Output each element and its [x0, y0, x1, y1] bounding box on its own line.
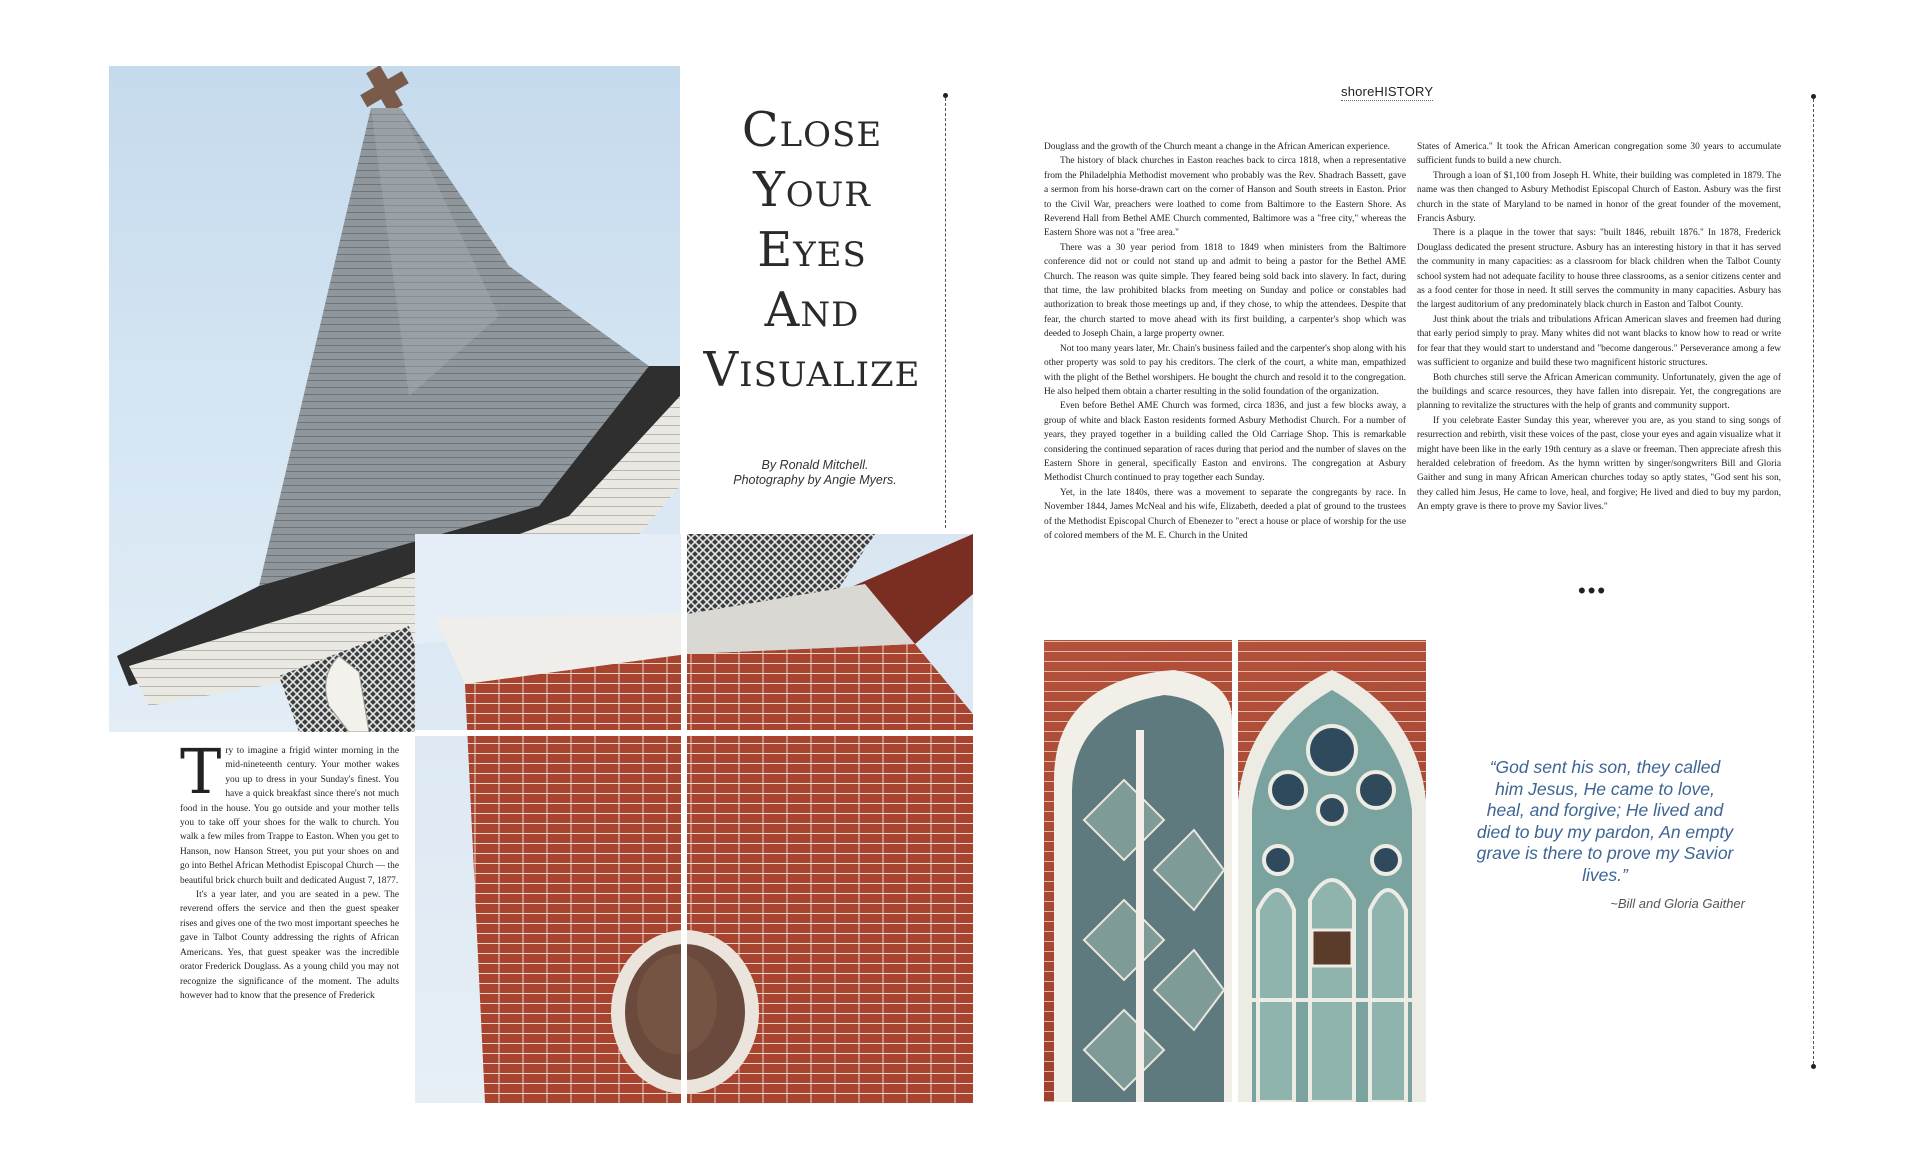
- title-line: Eyes: [757, 222, 867, 278]
- brick-tower-photo: [415, 534, 973, 1103]
- arched-window-illustration: [1044, 640, 1232, 1102]
- window-photo-right: [1238, 640, 1426, 1102]
- body-paragraph: [180, 735, 399, 888]
- body-paragraph: Even before Bethel AME Church was formed, circa 1836, and just a few blocks away, a group of white and black Easton residents formed Asbury Methodist Church. For a number of years, they prayed together in a building called the Old Carriage Shop. This is remarkable considering the continued separation of races during that period and the number of slaves on the Eastern Shore in general, specifically Easton and environs. The congregation at Asbury Methodist Church continued to pray together each Sunday.: [1044, 401, 1406, 484]
- left-page-dotted-rule: [945, 98, 946, 528]
- right-page-dotted-rule: [1813, 99, 1814, 1064]
- body-paragraph: There was a 30 year period from 1818 to 1849 when ministers from the Baltimore conference did not or could not stand up and admit to being a pastor for the Bethel AME Church. The reason was quite simple. They feared being sold back into slavery. In fact, during that time, the law prohibited blacks from meeting on Sunday and police or constables had authorization to break those meetings up and, if they chose, to whip the attendees. Despite that fear, the church started to move ahead with its first building, a carpenter's shop which was deeded to Joseph Chain, a large property owner.: [1044, 242, 1406, 340]
- drop-cap: T: [180, 735, 222, 808]
- body-paragraph: The history of black churches in Easton reaches back to circa 1818, when a representative from the Philadelphia Methodist movement who probably was the Rev. Shadrach Bassett, gave a sermon from his horse-drawn cart on the corner of Hanson and South streets in Easton. Prior to the Civil War, preachers were loathed to come from Baltimore to the Eastern Shore. As Reverend Hall from Bethel AME Church commented, Baltimore was a "free city," whereas the Eastern Shore was not a "free area.": [1044, 156, 1406, 239]
- paragraph-text: ry to imagine a frigid winter morning in the mid-nineteenth century. Your mother wakes you up to dress in your Sunday's finest. You have a quick breakfast since there's not much food in the house. You go outside and your mother tells you to take off your shoes for the walk to church. You walk a few miles from Trappe to Easton. When you get to Hanson, now Hanson Street, you put your shoes on and go into Bethel African Methodist Episcopal Church — the beautiful brick church built and dedicated August 7, 1877.: [180, 746, 399, 886]
- photo-grid-divider-vertical: [681, 534, 687, 1103]
- title-line: Close: [741, 102, 883, 158]
- pull-quote: “God sent his son, they called him Jesus, He came to love, heal, and forgive; He lived and died to buy my pardon, An empty grave is there to prove my Savior lives.”: [1476, 757, 1734, 885]
- end-of-article-mark: •••: [1578, 578, 1608, 603]
- title-line: Your: [753, 162, 871, 218]
- pull-quote-attribution: ~Bill and Gloria Gaither: [1610, 896, 1745, 911]
- photo-grid-divider-horizontal: [415, 730, 973, 736]
- body-paragraph: Through a loan of $1,100 from Joseph H. White, their building was completed in 1879. The name was then changed to Asbury Methodist Episcopal Church of Easton. Asbury was the first church in the state of Maryland to be named in honor of the great founder of the movement, Francis Asbury.: [1417, 170, 1781, 225]
- body-paragraph: Just think about the trials and tribulations African American slaves and freemen had during that early period simply to pray. Many whites did not want blacks to know how to read or write for fear that they would start to understand and "become dangerous." Perseverance among a few was sufficient to organize and build these two magnificent historic structures.: [1417, 314, 1781, 369]
- body-paragraph: Yet, in the late 1840s, there was a movement to separate the congregants by race. In November 1844, James McNeal and his wife, Elizabeth, deeded a plat of ground to the trustees of the Methodist Episcopal Church of Ebenezer to "erect a house or place of worship for the use of colored members of the M. E. Church in the United: [1044, 487, 1406, 541]
- body-paragraph: Douglass and the growth of the Church meant a change in the African American experience.: [1044, 142, 1390, 152]
- section-header: shoreHISTORY: [1341, 84, 1434, 99]
- body-paragraph: There is a plaque in the tower that says: "built 1846, rebuilt 1876." In 1878, Frederick Douglass dedicated the present structure. Asbury has an interesting history in that it has served the community in many capacities: as a classroom for black children when the Talbot County school system had not adequate facility to house three classrooms, as a senior citizens center and as a food center for those in need. It still serves the community in many capacities. Asbury has the largest auditorium of any predominately black church in Easton and Talbot County.: [1417, 228, 1781, 311]
- byline-author: By Ronald Mitchell.: [761, 458, 869, 472]
- byline-photography: Photography by Angie Myers.: [733, 473, 897, 487]
- byline: [700, 458, 930, 488]
- gothic-window-illustration: [1238, 640, 1426, 1102]
- window-photo-left: [1044, 640, 1232, 1102]
- title-line: Visualize: [703, 342, 921, 398]
- body-paragraph: Both churches still serve the African American community. Unfortunately, given the age of the buildings and scarce resources, they have fallen into disrepair. Yet, the congregations are planning to revitalize the structures with the help of grants and community support.: [1417, 372, 1781, 412]
- left-body-column: [180, 735, 399, 1003]
- brick-tower-illustration: [415, 534, 973, 1103]
- right-body-column: [1417, 140, 1781, 515]
- article-title: [682, 100, 942, 400]
- middle-body-column: [1044, 140, 1406, 543]
- body-paragraph: It's a year later, and you are seated in a pew. The reverend offers the service and then the guest speaker rises and gives one of the two most important speeches he gave in Talbot County addressing the rights of African Americans. Yes, that guest speaker was the incredible orator Frederick Douglass. As a young child you may not recognize the significance of the moment. The adults however had to know that the presence of Frederick: [180, 890, 399, 1001]
- body-paragraph: States of America." It took the African American congregation some 30 years to accumulate sufficient funds to build a new church.: [1417, 142, 1781, 167]
- rule-dot-bottom-right: [1811, 1064, 1816, 1069]
- body-paragraph: Not too many years later, Mr. Chain's business failed and the carpenter's shop along with his other property was sold to pay his creditors. The clerk of the court, a white man, empathized with the plight of the Bethel worshipers. He bought the church and resold it to the congregation. He also helped them obtain a charter resulting in the solid foundation of the organization.: [1044, 343, 1406, 397]
- body-paragraph: If you celebrate Easter Sunday this year, wherever you are, as you stand to sing songs of resurrection and rebirth, visit these voices of the past, close your eyes and again visualize what it might have been like in the early 19th century as a slave or freeman. Then appreciate afresh this heralded celebration of freedom. As the hymn written by singer/songwriters Bill and Gloria Gaither and sung in many African American churches today so aptly states, "God sent his son, they called him Jesus, He came to love, heal, and forgive; He lived and died to buy my pardon, An empty grave is there to prove my Savior lives.": [1417, 415, 1781, 513]
- title-line: And: [764, 282, 860, 338]
